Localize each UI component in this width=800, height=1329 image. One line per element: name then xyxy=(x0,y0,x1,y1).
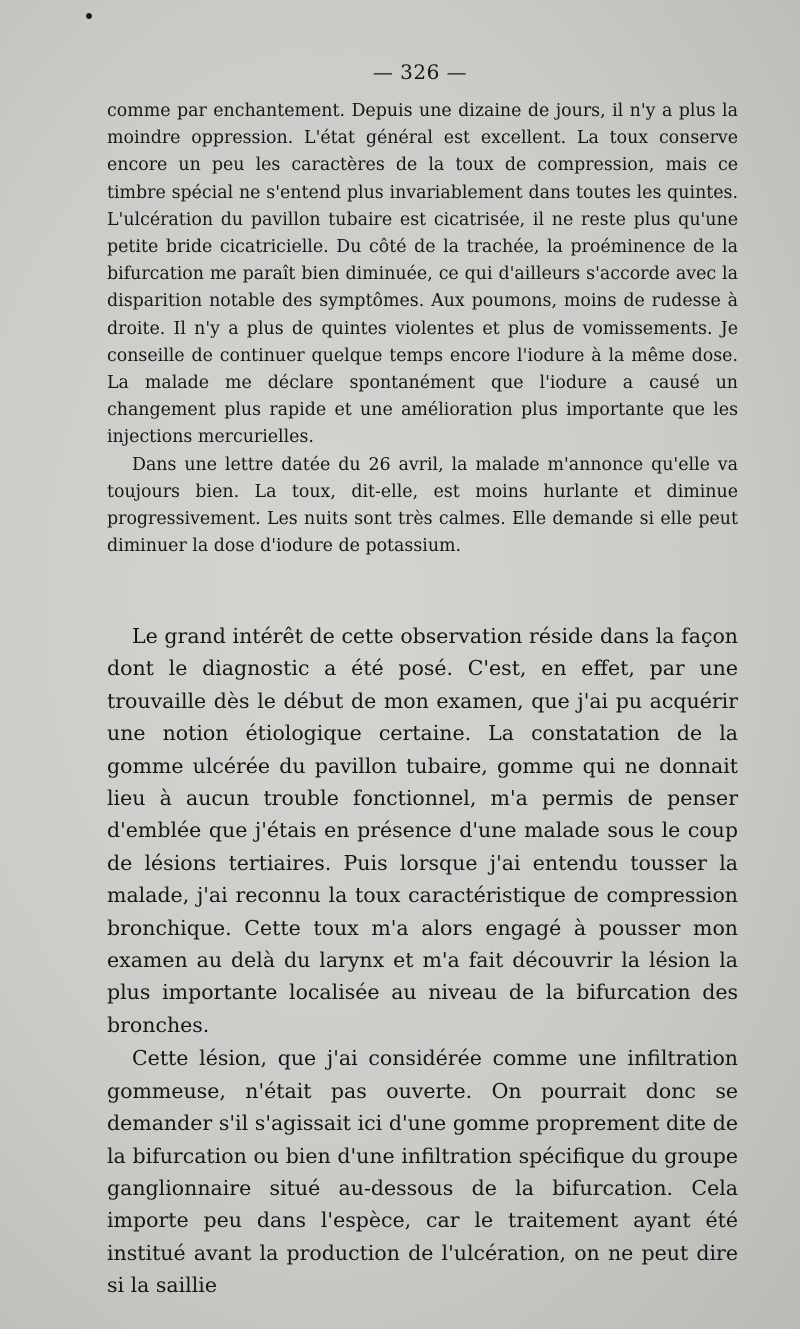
paragraph-discussion-2: Cette lésion, que j'ai considérée comme une infiltration gommeuse, n'était pas ouverte. On pourrait donc se demander s'il s'agissait ici d'une gomme proprement dite de la bifurcation ou bien d'une infiltration spécifique du groupe ganglionnaire situé au-dessous de la bifurcation. Cela importe peu dans l'espèce, car le traitement ayant été institué avant la production de l'ulcération, on ne peut dire si la saillie xyxy=(107,1046,738,1298)
ink-dot xyxy=(86,13,92,19)
small-type-section xyxy=(107,98,738,560)
paragraph-continuation: comme par enchantement. Depuis une dizaine de jours, il n'y a plus la moindre oppression. L'état général est excellent. La toux conserve encore un peu les caractères de la toux de compression, mais ce timbre spécial ne s'entend plus invariablement dans toutes les quintes. L'ulcération du pavillon tubaire est cicatrisée, il ne reste plus qu'une petite bride cicatricielle. Du côté de la trachée, la proéminence de la bifurcation me paraît bien diminuée, ce qui d'ailleurs s'accorde avec la disparition notable des symptômes. Aux poumons, moins de rudesse à droite. Il n'y a plus de quintes violentes et plus de vomissements. Je conseille de continuer quelque temps encore l'iodure à la même dose. La malade me déclare spontanément que l'iodure a causé un changement plus rapide et une amélioration plus importante que les injections mercurielles. xyxy=(107,101,738,448)
page-number: — 326 — xyxy=(372,60,468,84)
paragraph-discussion-1: Le grand intérêt de cette observation réside dans la façon dont le diagnostic a été posé. C'est, en effet, par une trouvaille dès le début de mon examen, que j'ai pu acquérir une notion étiologique certaine. La constatation de la gomme ulcérée du pavillon tubaire, gomme qui ne donnait lieu à aucun trouble fonctionnel, m'a permis de penser d'emblée que j'étais en présence d'une malade sous le coup de lésions tertiaires. Puis lorsque j'ai entendu tousser la malade, j'ai reconnu la toux caractéristique de compression bronchique. Cette toux m'a alors engagé à pousser mon examen au delà du larynx et m'a fait découvrir la lésion la plus importante localisée au niveau de la bifurcation des bronches. xyxy=(107,624,738,1037)
paragraph-letter: Dans une lettre datée du 26 avril, la malade m'annonce qu'elle va toujours bien. La toux, dit-elle, est moins hurlante et diminue progressivement. Les nuits sont très calmes. Elle demande si elle peut diminuer la dose d'iodure de potassium. xyxy=(107,454,738,557)
large-type-section xyxy=(107,620,738,1302)
